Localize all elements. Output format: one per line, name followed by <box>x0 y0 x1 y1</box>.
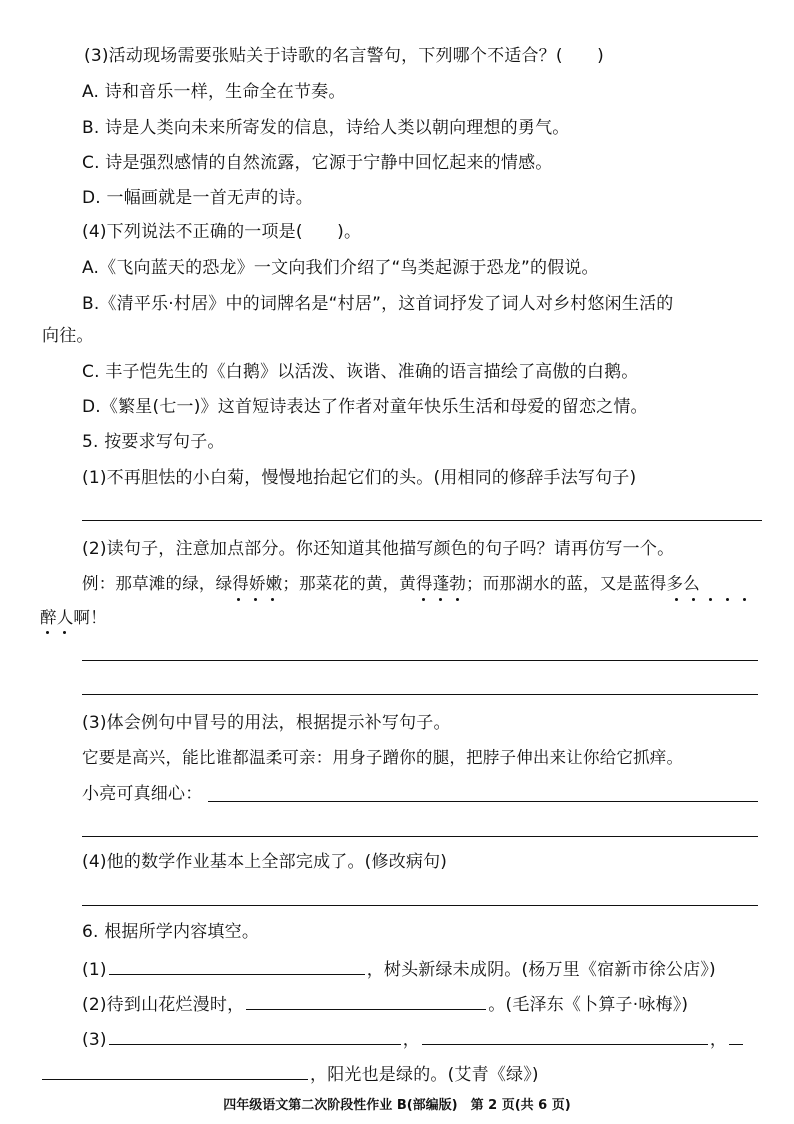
q6-1-text: ，树头新绿未成阴。(杨万里《宿新市徐公店》) <box>366 960 716 980</box>
q4-4-stem: (4)下列说法不正确的一项是( )。 <box>82 222 362 242</box>
q5-3-stem: (3)体会例句中冒号的用法，根据提示补写句子。 <box>82 713 451 733</box>
q4-3-option-b: B. 诗是人类向未来所寄发的信息，诗给人类以朝向理想的勇气。 <box>82 118 570 138</box>
q5-4-answer-line[interactable] <box>82 905 758 906</box>
q6-3-comma-2: ， <box>709 1030 728 1050</box>
q5-1-stem: (1)不再胆怯的小白菊，慢慢地抬起它们的头。(用相同的修辞手法写句子) <box>82 468 637 488</box>
q5-2-answer-line-2[interactable] <box>82 694 758 695</box>
q6-3-blank-2[interactable] <box>422 1026 708 1045</box>
q5-1-answer-line[interactable] <box>82 520 762 521</box>
q4-4-option-d: D.《繁星(七一)》这首短诗表达了作者对童年快乐生活和母爱的留恋之情。 <box>82 397 648 417</box>
q4-4-option-b-line2: 向往。 <box>42 326 94 346</box>
q4-4-option-a: A.《飞向蓝天的恐龙》一文向我们介绍了“鸟类起源于恐龙”的假说。 <box>82 258 599 278</box>
q5-title: 5. 按要求写句子。 <box>82 432 225 452</box>
q6-3-comma-1: ， <box>402 1030 420 1050</box>
q4-3-option-d: D. 一幅画就是一首无声的诗。 <box>82 188 313 208</box>
page-footer: 四年级语文第二次阶段性作业 B(部编版) 第 2 页(共 6 页) <box>223 1098 571 1113</box>
q4-4-option-b-line1: B.《清平乐·村居》中的词牌名是“村居”，这首词抒发了词人对乡村悠闲生活的 <box>82 294 674 314</box>
q6-3-text: ，阳光也是绿的。(艾青《绿》) <box>310 1065 539 1085</box>
q6-3-blank-3[interactable] <box>729 1026 743 1045</box>
q6-1-line <box>82 956 716 982</box>
q6-2-text: 。(毛泽东《卜算子·咏梅》) <box>488 995 689 1015</box>
q6-3-blank-4[interactable] <box>42 1061 308 1080</box>
q5-3-example: 它要是高兴，能比谁都温柔可亲：用身子蹭你的腿，把脖子伸出来让你给它抓痒。 <box>82 748 684 767</box>
q5-2-example-line1: 例：那草滩的绿，绿得娇嫩；那菜花的黄，黄得蓬勃；而那湖水的蓝，又是蓝得多么 <box>82 574 700 593</box>
q4-4-option-c: C. 丰子恺先生的《白鹅》以活泼、诙谐、准确的语言描绘了高傲的白鹅。 <box>82 362 639 382</box>
q4-3-stem: (3)活动现场需要张贴关于诗歌的名言警句，下列哪个不适合？( ) <box>84 46 604 66</box>
q6-3-continuation <box>40 1061 539 1087</box>
q4-3-option-a: A. 诗和音乐一样，生命全在节奏。 <box>82 82 346 102</box>
q5-3-answer-line-1[interactable] <box>208 801 758 802</box>
q5-2-stem: (2)读句子，注意加点部分。你还知道其他描写颜色的句子吗？请再仿写一个。 <box>82 539 675 559</box>
q6-2-prefix: (2)待到山花烂漫时， <box>82 995 245 1015</box>
q5-4-stem: (4)他的数学作业基本上全部完成了。(修改病句) <box>82 852 448 872</box>
q5-3-answer-line-2[interactable] <box>82 836 758 837</box>
q5-2-answer-line-1[interactable] <box>82 660 758 661</box>
q5-2-example-line2: 醉人啊！ <box>40 608 107 627</box>
q6-3-line <box>82 1026 745 1052</box>
q5-3-prompt: 小亮可真细心： <box>82 784 203 804</box>
q6-title: 6. 根据所学内容填空。 <box>82 922 260 942</box>
q6-3-blank-1[interactable] <box>109 1026 401 1045</box>
q6-3-number: (3) <box>82 1030 107 1050</box>
q6-1-blank[interactable] <box>109 956 365 975</box>
q4-3-option-c: C. 诗是强烈感情的自然流露，它源于宁静中回忆起来的情感。 <box>82 153 553 173</box>
q6-2-line <box>82 991 688 1017</box>
q6-2-blank[interactable] <box>246 991 486 1010</box>
q6-1-number: (1) <box>82 960 107 980</box>
